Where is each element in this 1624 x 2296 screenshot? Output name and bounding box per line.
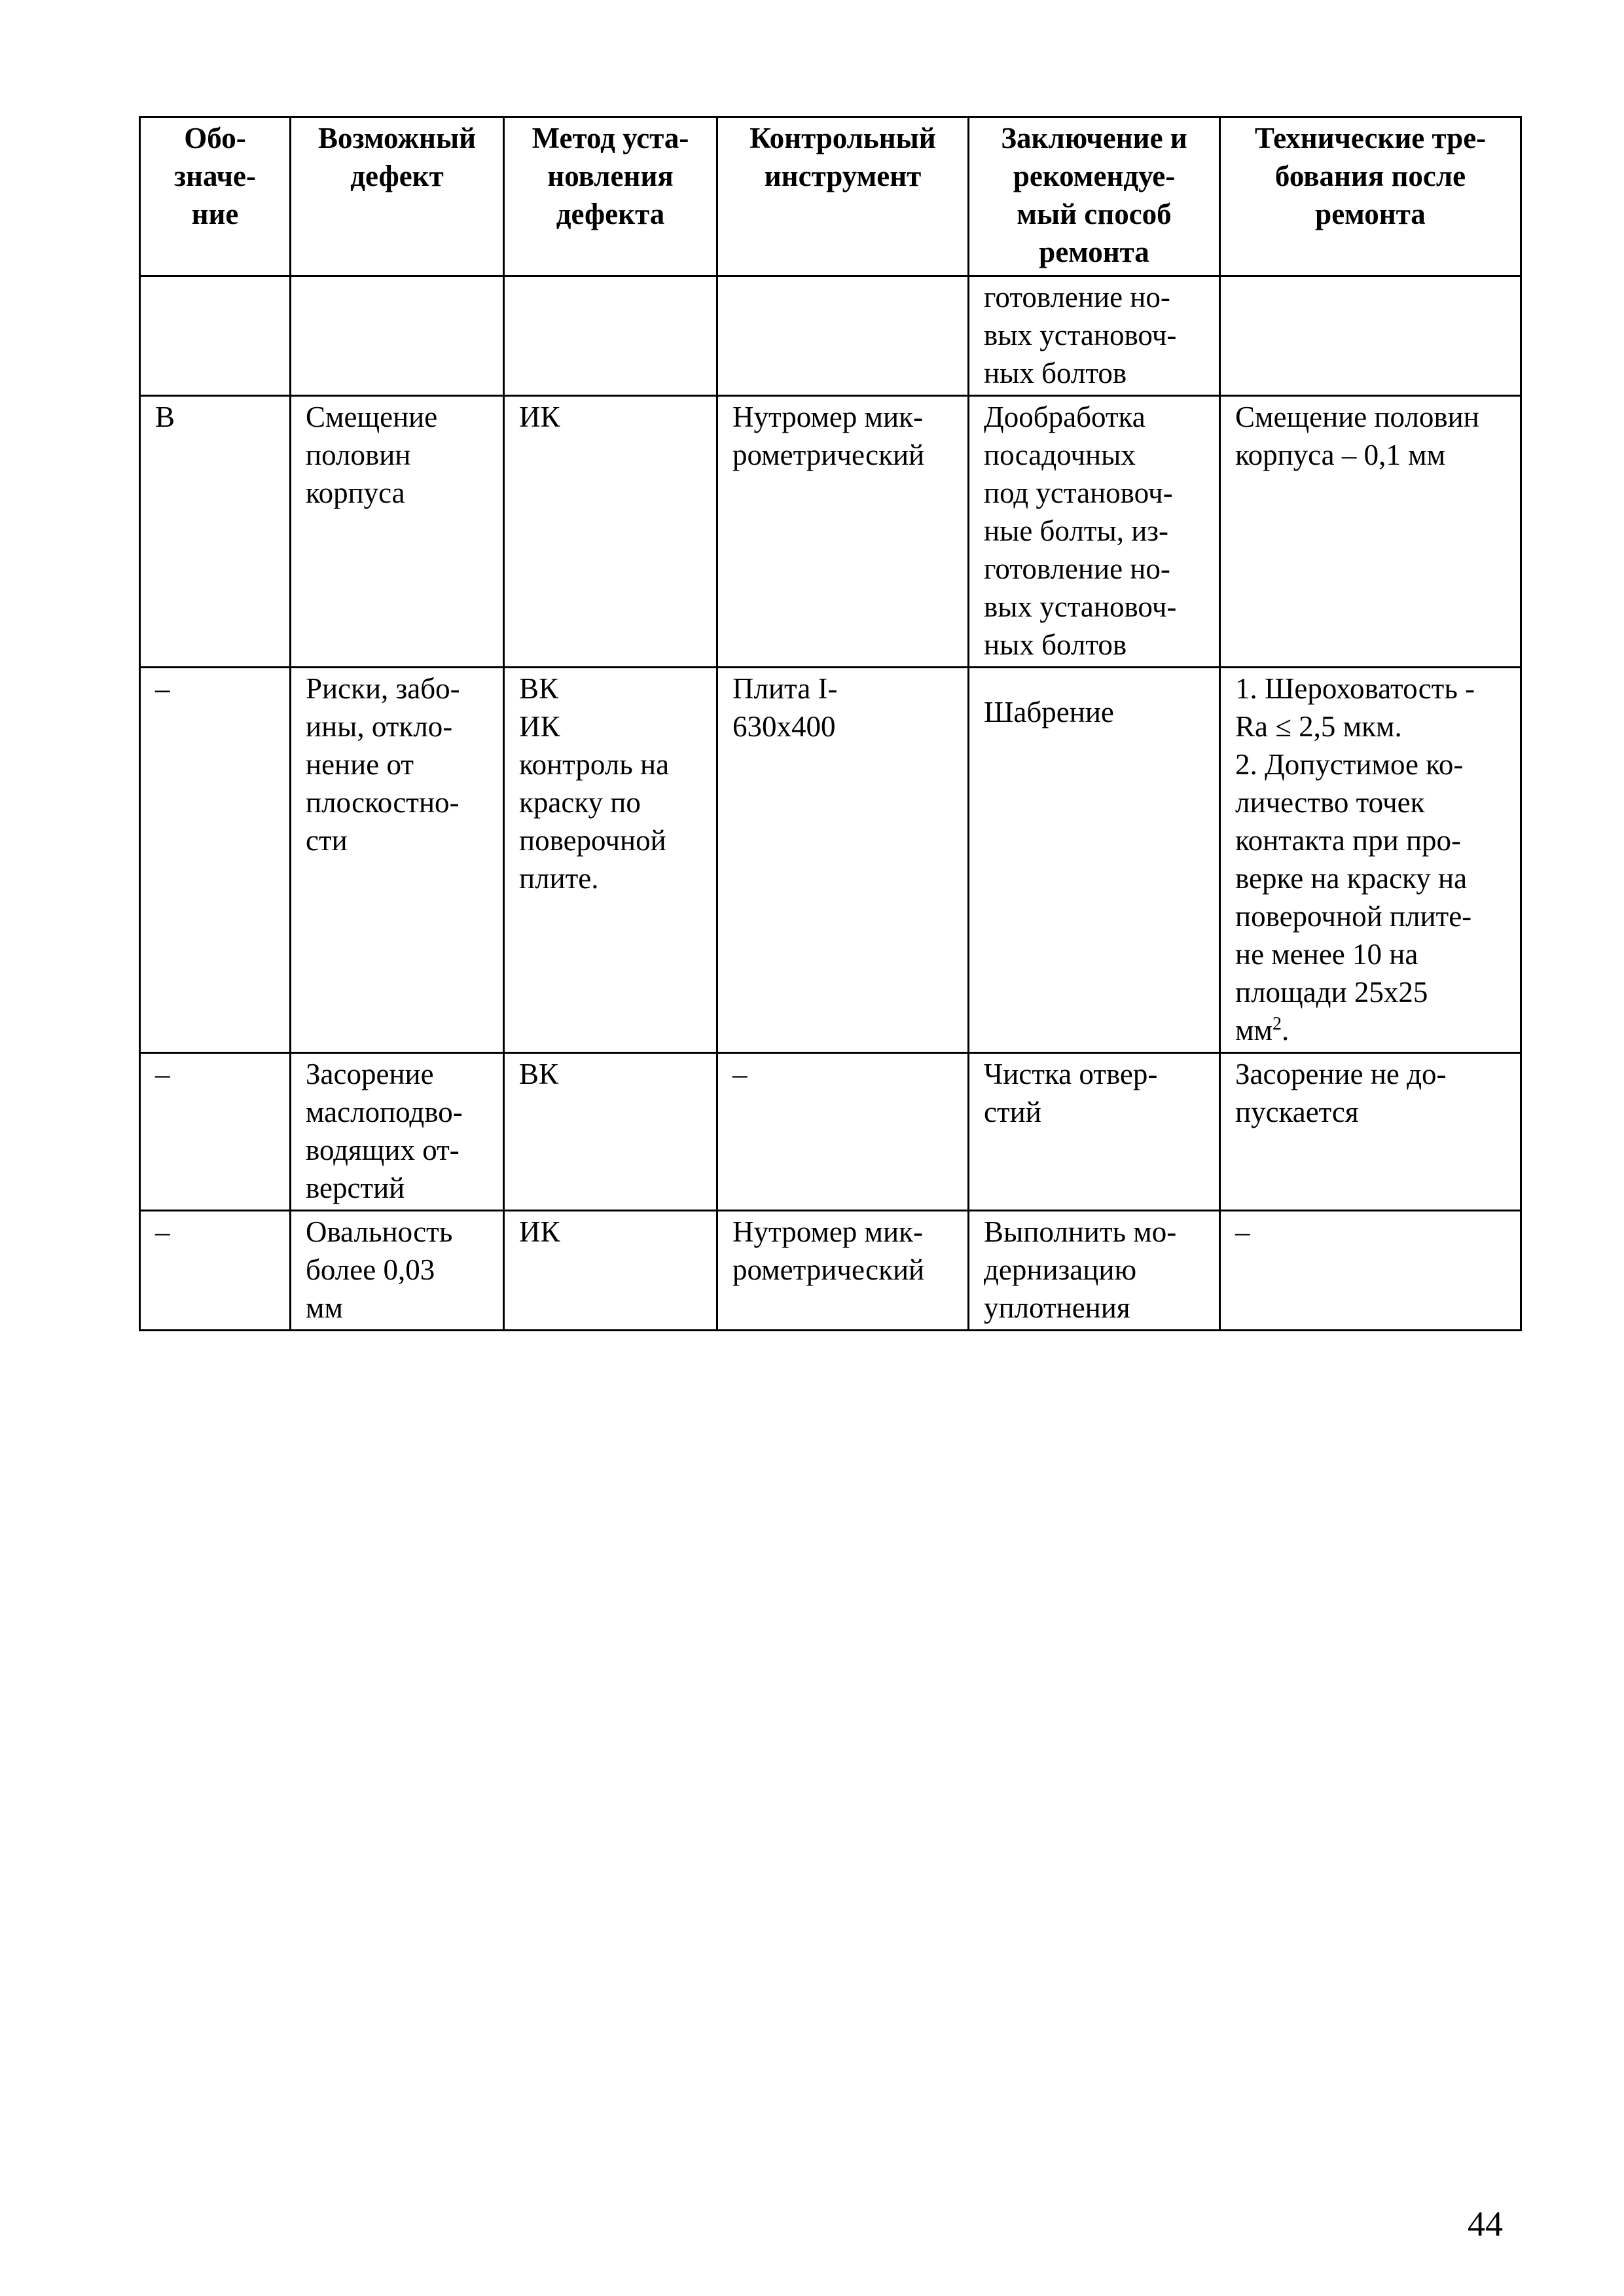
- cell-designation: [140, 276, 291, 396]
- cell-defect: Риски, забо- ины, откло- нение от плоскостно- сти: [291, 668, 504, 1053]
- table-row: [140, 1053, 1521, 1211]
- cell-requirements: Засорение не до- пускается: [1220, 1053, 1521, 1211]
- cell-designation: В: [140, 396, 291, 668]
- cell-conclusion: Дообработка посадочных под установоч- ные болты, из- готовление но- вых установоч- ных болтов: [969, 396, 1220, 668]
- cell-defect: Овальность более 0,03 мм: [291, 1211, 504, 1331]
- cell-method: ВК ИК контроль на краску по поверочной плите.: [504, 668, 717, 1053]
- cell-defect: Засорение маслоподво- водящих от- верстий: [291, 1053, 504, 1211]
- defects-table: [139, 116, 1522, 1331]
- header-instrument: Контрольный инструмент: [717, 117, 969, 276]
- cell-method: [504, 276, 717, 396]
- cell-conclusion: Чистка отвер- стий: [969, 1053, 1220, 1211]
- cell-conclusion: Выполнить мо- дернизацию уплотнения: [969, 1211, 1220, 1331]
- cell-requirements: [1220, 276, 1521, 396]
- header-conclusion: Заключение и рекомендуе- мый способ ремонта: [969, 117, 1220, 276]
- area-unit: $мм^2$.: [1235, 1014, 1290, 1047]
- table-row: [140, 396, 1521, 668]
- cell-instrument: Плита I- 630x400: [717, 668, 969, 1053]
- header-method: Метод уста- новления дефекта: [504, 117, 717, 276]
- cell-method: ИК: [504, 396, 717, 668]
- cell-instrument: Нутромер мик- рометрический: [717, 396, 969, 668]
- cell-requirements: Смещение половин корпуса – 0,1 мм: [1220, 396, 1521, 668]
- cell-conclusion: Шабрение: [969, 668, 1220, 1053]
- cell-requirements: –: [1220, 1211, 1521, 1331]
- cell-method: ВК: [504, 1053, 717, 1211]
- cell-instrument: Нутромер мик- рометрический: [717, 1211, 969, 1331]
- cell-instrument: –: [717, 1053, 969, 1211]
- table-row: [140, 276, 1521, 396]
- table-row: [140, 1211, 1521, 1331]
- cell-method: ИК: [504, 1211, 717, 1331]
- cell-conclusion: готовление но- вых установоч- ных болтов: [969, 276, 1220, 396]
- header-defect: Возможный дефект: [291, 117, 504, 276]
- cell-instrument: [717, 276, 969, 396]
- header-designation: Обо- значе- ние: [140, 117, 291, 276]
- page-number: 44: [1468, 2204, 1503, 2244]
- table-row: [140, 668, 1521, 1053]
- cell-defect: Смещение половин корпуса: [291, 396, 504, 668]
- cell-designation: –: [140, 668, 291, 1053]
- cell-requirements: 1. Шероховатость - Ra ≤ 2,5 мкм. 2. Допустимое ко- личество точек контакта при про- верке на краску на поверочной плите- не менее 10 на площади 25x25 $мм^2$.: [1220, 668, 1521, 1053]
- header-requirements: Технические тре- бования после ремонта: [1220, 117, 1521, 276]
- table-header-row: [140, 117, 1521, 276]
- cell-designation: –: [140, 1211, 291, 1331]
- cell-designation: –: [140, 1053, 291, 1211]
- cell-defect: [291, 276, 504, 396]
